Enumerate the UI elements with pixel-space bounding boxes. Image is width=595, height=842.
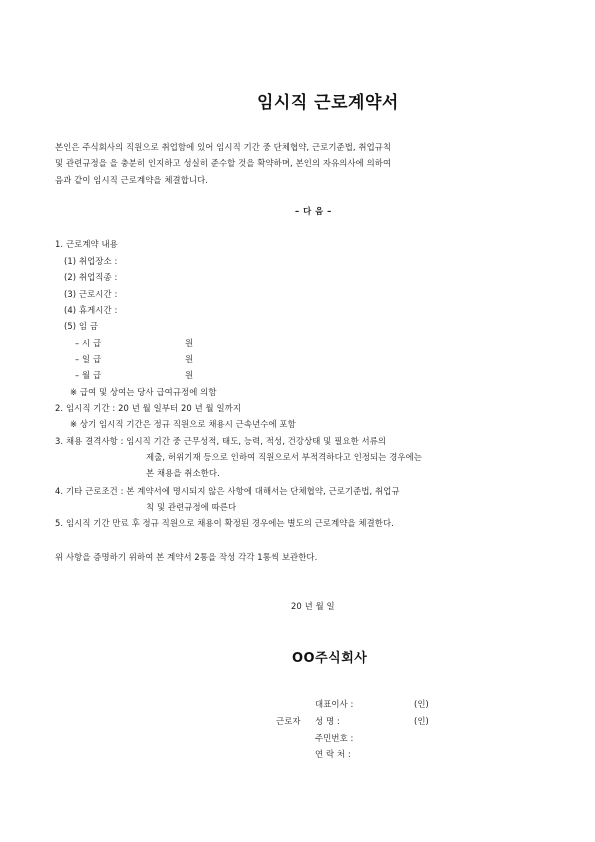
document-title: 임시직 근로계약서 bbox=[257, 93, 399, 113]
wage-monthly-unit: 원 bbox=[185, 370, 194, 380]
worker-name-label: 성 명 : bbox=[315, 716, 340, 726]
wage-hourly-label: – 시 급 bbox=[75, 338, 102, 348]
section-5-text: 5. 임시직 기간 만료 후 정규 직원으로 채용이 확정된 경우에는 별도의 근로계약을 체결한다. bbox=[55, 518, 394, 528]
s1-item-break: (4) 휴게시간 : bbox=[64, 305, 118, 315]
section-4-line-1: 4. 기타 근로조건 : 본 계약서에 명시되지 않은 사항에 대해서는 단체협약, 근로기준법, 취업규 bbox=[55, 486, 400, 496]
contract-date: 20 년 월 일 bbox=[291, 601, 335, 611]
s1-item-wage: (5) 임 금 bbox=[64, 321, 99, 331]
contact-label: 연 락 처 : bbox=[315, 749, 351, 759]
intro-line-2: 및 관련규정을 을 충분히 인지하고 성실히 준수할 것을 확약하며, 본인의 자유의사에 의하여 bbox=[55, 158, 392, 168]
resident-number-label: 주민번호 : bbox=[315, 733, 354, 743]
company-name: OO주식회사 bbox=[292, 651, 368, 666]
section-1-title: 1. 근로계약 내용 bbox=[55, 239, 118, 249]
section-4-line-2: 칙 및 관련규정에 따른다 bbox=[146, 502, 237, 512]
section-2-text: 2. 임시직 기간 : 20 년 월 일부터 20 년 월 일까지 bbox=[55, 403, 242, 413]
s1-item-job: (2) 취업직종 : bbox=[64, 272, 118, 282]
ceo-seal: (인) bbox=[414, 699, 429, 709]
ceo-label: 대표이사 : bbox=[315, 699, 354, 709]
section-3-line-1: 3. 채용 결격사항 : 임시직 기간 중 근무성적, 태도, 능력, 적성, 건강상태 및 필요한 서류의 bbox=[55, 436, 387, 446]
wage-monthly-label: – 월 급 bbox=[75, 370, 102, 380]
closing-statement: 위 사항을 증명하기 위하여 본 계약서 2통을 작성 각각 1통씩 보관한다. bbox=[55, 552, 318, 562]
s1-item-hours: (3) 근로시간 : bbox=[64, 289, 118, 299]
section-heading: – 다 음 – bbox=[295, 206, 332, 216]
worker-label: 근로자 bbox=[276, 716, 301, 726]
wage-hourly-unit: 원 bbox=[185, 338, 194, 348]
intro-line-1: 본인은 주식회사의 직원으로 취업함에 있어 임시직 기간 중 단체협약, 근로기준법, 취업규칙 bbox=[55, 142, 392, 152]
s2-note: ※ 상기 임시직 기간은 정규 직원으로 채용시 근속년수에 포함 bbox=[70, 419, 296, 429]
wage-daily-label: – 일 급 bbox=[75, 354, 102, 364]
s1-note: ※ 급여 및 상여는 당사 급여규정에 의함 bbox=[70, 387, 217, 397]
worker-seal: (인) bbox=[414, 716, 429, 726]
wage-daily-unit: 원 bbox=[185, 354, 194, 364]
section-3-line-3: 본 채용을 취소한다. bbox=[146, 468, 220, 478]
s1-item-workplace: (1) 취업장소 : bbox=[64, 256, 118, 266]
section-3-line-2: 제출, 허위기재 등으로 인하여 직원으로서 부적격하다고 인정되는 경우에는 bbox=[146, 452, 422, 462]
intro-line-3: 음과 같이 임시직 근로계약을 체결합니다. bbox=[55, 175, 209, 185]
